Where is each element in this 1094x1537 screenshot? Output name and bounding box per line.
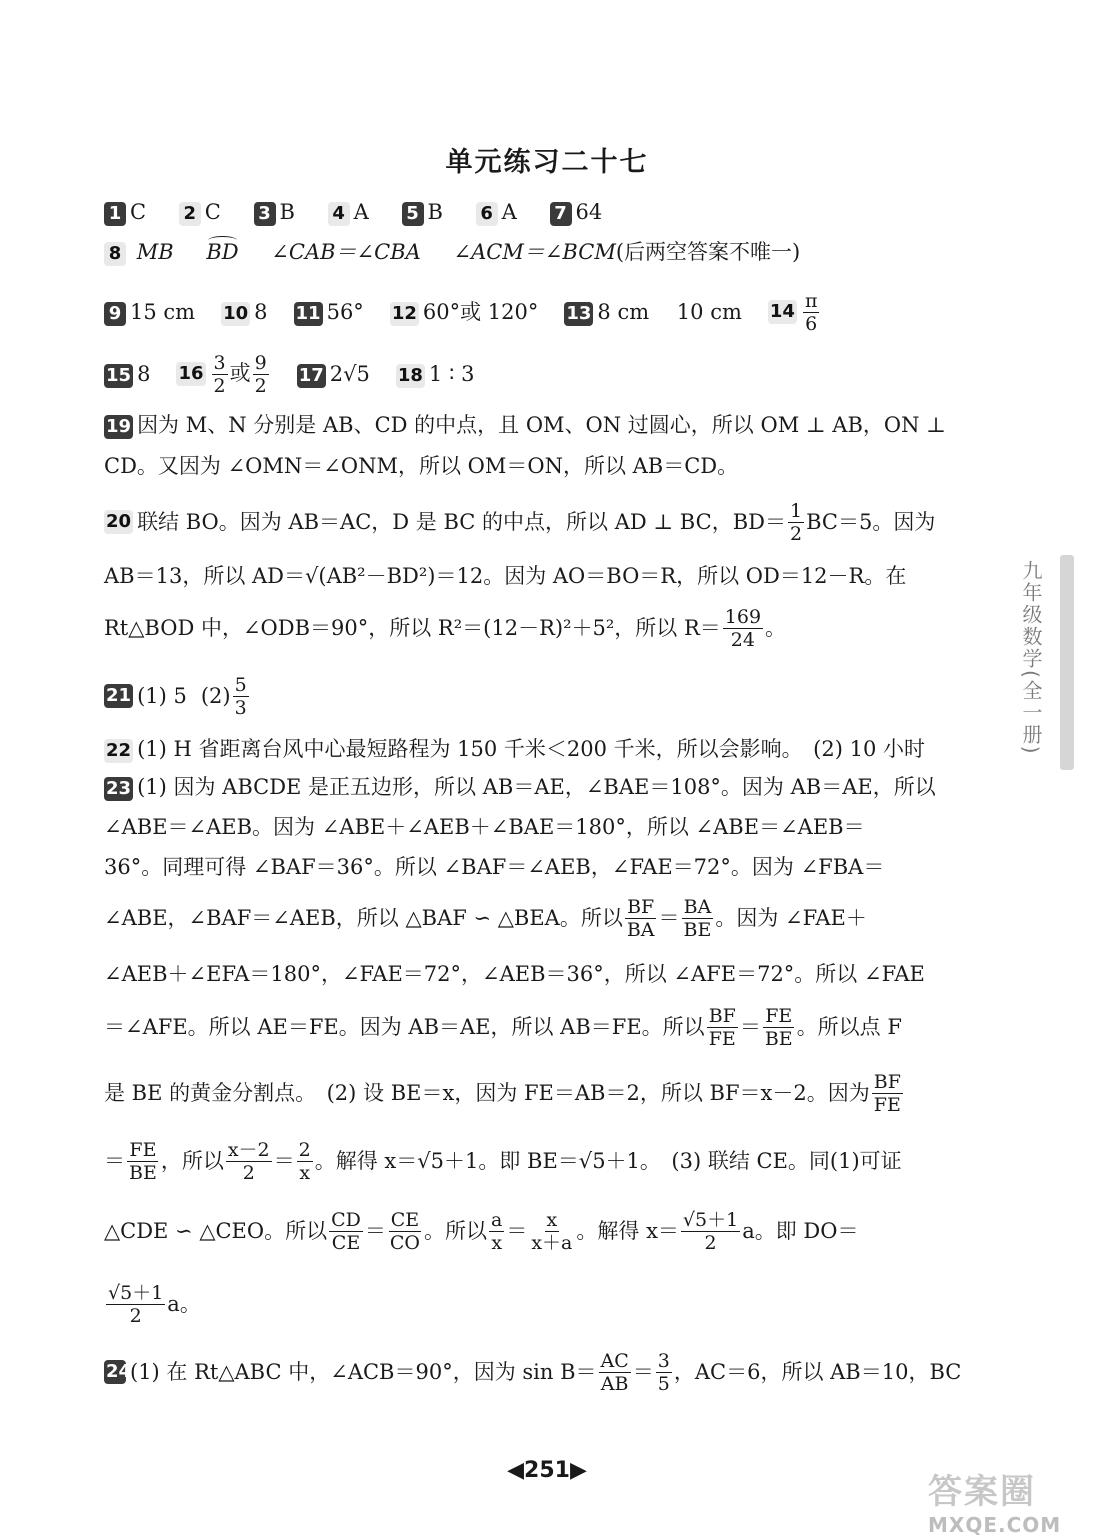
q20-line-2: AB＝13，所以 AD＝√(AB²－BD²)＝12。因为 AO＝BO＝R，所以 OD＝12－R。在: [104, 564, 907, 588]
fraction: $\frac{3}{2}$: [213, 351, 226, 397]
fraction: $\frac{CD}{CE}$: [331, 1208, 361, 1254]
answers-row-4: [104, 352, 960, 396]
q23-line-4: ∠ABE，∠BAF＝∠AEB，所以 △BAF ∽ △BEA。所以 $\frac{BF}{BA}$ ＝ $\frac{BA}{BE}$ 。因为 ∠FAE＋: [104, 895, 867, 941]
fraction: $\frac{2}{x}$: [298, 1138, 311, 1184]
answer-13: 13 8 cm 10 cm: [566, 300, 742, 324]
q23-line-1: 23 (1) 因为 ABCDE 是正五边形，所以 AB＝AE，∠BAE＝108°。因为 AB＝AE，所以: [106, 775, 936, 799]
fraction: $\frac{√5+1}{2}$: [682, 1208, 739, 1254]
answer-5: 5 B: [402, 200, 443, 224]
answer-15: 15 8: [106, 362, 151, 386]
answer-2: 2 C: [179, 200, 221, 224]
q19-line-1: 19 因为 M、N 分别是 AB、CD 的中点，且 OM、ON 过圆心，所以 OM ⊥ AB，ON ⊥: [106, 413, 946, 437]
answers-row-3: [104, 289, 960, 335]
fraction: $\frac{x-2}{2}$: [227, 1138, 270, 1184]
answer-8-note: (后两空答案不唯一): [615, 240, 801, 264]
answer-3: 3 B: [254, 200, 295, 224]
answer-12: 12 60°或 120°: [391, 300, 539, 324]
answer-8-3: ∠CAB＝∠CBA: [271, 240, 421, 264]
fraction: $\frac{9}{2}$: [254, 351, 267, 397]
answer-11: 11 56°: [295, 300, 364, 324]
question-number-22: 22: [106, 739, 132, 761]
answer-8-4: ∠ACM＝∠BCM: [453, 240, 616, 264]
answer-1: 1 C: [104, 200, 146, 224]
answer-4: 4 A: [328, 200, 369, 224]
answer-18: 18 1 ∶ 3: [397, 362, 475, 386]
watermark-text-bottom: MXQE.COM: [928, 1513, 1062, 1537]
question-number-20: 20: [106, 511, 132, 532]
fraction: $\frac{1}{2}$: [789, 499, 803, 545]
q23-line-9: △CDE ∽ △CEO。所以 $\frac{CD}{CE}$ ＝ $\frac{CE}{CO}$ 。所以 $\frac{a}{x}$ ＝ $\frac{x}{x+a}$ 。解得 x＝ $\frac{√5+1}{2}$ a。即 DO＝: [104, 1208, 859, 1254]
side-book-title: 九年级数学(全一册): [1019, 560, 1043, 756]
answer-16: 16 $\frac{3}{2}$ 或 $\frac{9}{2}$: [178, 351, 267, 397]
question-number-23: 23: [106, 777, 132, 799]
answers-row-1: [104, 198, 960, 226]
answers-row-2: [104, 238, 960, 266]
fraction: $\frac{169}{24}$: [724, 605, 762, 651]
watermark-logo: [928, 1464, 1078, 1537]
fraction: $\frac{\pi}{6}$: [804, 289, 818, 335]
q23-line-10: $\frac{√5+1}{2}$ a。: [108, 1281, 201, 1327]
question-number-8: 8: [104, 242, 126, 266]
q22-line: 22 (1) H 省距离台风中心最短路程为 150 千米＜200 千米，所以会影响。 (2) 10 小时: [106, 737, 925, 761]
q21-line: 21 (1) 5 (2) $\frac{5}{3}$: [106, 673, 247, 719]
answer-17: 17 2√5: [298, 362, 370, 386]
answer-8-2: BD: [206, 240, 238, 264]
answer-6: 6 A: [476, 200, 517, 224]
q24-line-1: 24 (1) 在 Rt△ABC 中，∠ACB＝90°，因为 sin B＝ $\frac{AC}{AB}$ ＝ $\frac{3}{5}$ ，AC＝6，所以 AB＝10，BC: [106, 1349, 962, 1395]
q20-line-1: 20 联结 BO。因为 AB＝AC，D 是 BC 的中点，所以 AD ⊥ BC，BD＝ $\frac{1}{2}$ BC＝5。因为: [106, 499, 936, 545]
q23-line-6: ＝∠AFE。所以 AE＝FE。因为 AB＝AE，所以 AB＝FE。所以 $\frac{BF}{FE}$ ＝ $\frac{FE}{BE}$ 。所以点 F: [104, 1004, 902, 1050]
answer-14: 14 $\frac{\pi}{6}$: [769, 289, 818, 335]
fraction: $\frac{5}{3}$: [234, 673, 247, 719]
fraction: $\frac{a}{x}$: [491, 1208, 503, 1254]
answer-8-1: MB: [136, 240, 174, 264]
fraction: $\frac{BA}{BE}$: [683, 895, 712, 941]
fraction: $\frac{3}{5}$: [657, 1349, 670, 1395]
question-number-19: 19: [106, 415, 132, 437]
fraction: $\frac{FE}{BE}$: [129, 1138, 157, 1184]
q23-line-8: ＝ $\frac{FE}{BE}$ ，所以 $\frac{x-2}{2}$ ＝ $\frac{2}{x}$ 。解得 x＝√5＋1。即 BE＝√5＋1。 (3) 联结 CE。同(1)可证: [104, 1138, 902, 1184]
q20-line-3: Rt△BOD 中，∠ODB＝90°，所以 R²＝(12－R)²＋5²，所以 R＝ $\frac{169}{24}$ 。: [104, 605, 787, 651]
fraction: $\frac{CE}{CO}$: [389, 1208, 421, 1254]
fraction: $\frac{BF}{BA}$: [626, 895, 655, 941]
fraction: $\frac{FE}{BE}$: [764, 1004, 793, 1050]
fraction: $\frac{AC}{AB}$: [600, 1349, 629, 1395]
page-title: 单元练习二十七: [445, 147, 649, 178]
answer-7: 7 64: [550, 200, 603, 224]
page-number: ◀251▶: [507, 1458, 587, 1483]
q19-line-2: CD。又因为 ∠OMN＝∠ONM，所以 OM＝ON，所以 AB＝CD。: [104, 454, 739, 478]
fraction: $\frac{√5+1}{2}$: [108, 1281, 164, 1327]
fraction: $\frac{BF}{FE}$: [873, 1070, 901, 1116]
arc-mark: [208, 236, 236, 245]
fraction: $\frac{BF}{FE}$: [708, 1004, 736, 1050]
watermark-text-top: 答案圈: [928, 1472, 1036, 1512]
question-number-21: 21: [106, 685, 132, 706]
q23-line-5: ∠AEB＋∠EFA＝180°，∠FAE＝72°，∠AEB＝36°，所以 ∠AFE＝72°。所以 ∠FAE: [104, 962, 925, 986]
answer-10: 10 8: [223, 300, 268, 324]
side-tab-bar: [1060, 555, 1074, 770]
fraction: $\frac{x}{x+a}$: [531, 1208, 573, 1254]
question-number-24: 24: [106, 1361, 132, 1382]
answer-9: 9 15 cm: [104, 298, 195, 326]
q23-line-7: 是 BE 的黄金分割点。 (2) 设 BE＝x，因为 FE＝AB＝2，所以 BF＝x－2。因为 $\frac{BF}{FE}$: [104, 1070, 901, 1116]
q23-line-3: 36°。同理可得 ∠BAF＝36°。所以 ∠BAF＝∠AEB，∠FAE＝72°。因为 ∠FBA＝: [104, 855, 885, 879]
q23-line-2: ∠ABE＝∠AEB。因为 ∠ABE＋∠AEB＋∠BAE＝180°，所以 ∠ABE＝∠AEB＝: [104, 815, 865, 839]
